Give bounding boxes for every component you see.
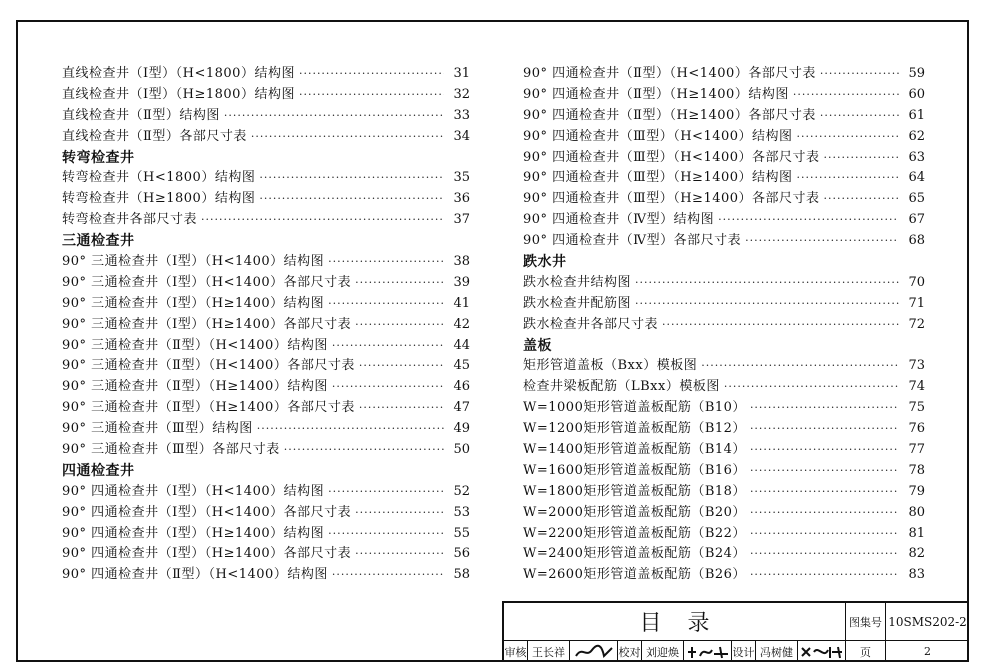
atlas-number-label: 图集号 (846, 603, 886, 641)
dot-leader (355, 315, 444, 336)
toc-entry-title: 90° 四通检查井（Ⅲ型）（H≥1400）结构图 (523, 170, 793, 186)
toc-entry-title: 跌水检查井配筋图 (523, 295, 632, 311)
section-heading (523, 252, 925, 273)
dot-leader (251, 127, 444, 148)
toc-entry-page: 53 (453, 504, 470, 520)
check-label: 校对 (618, 641, 642, 662)
toc-entry-page: 58 (453, 567, 470, 583)
toc-right-column (523, 64, 925, 586)
toc-entry-title: 90° 四通检查井（Ⅰ型）（H<1400）结构图 (62, 483, 325, 499)
toc-entry-page: 76 (908, 421, 925, 437)
toc-entry (62, 544, 470, 565)
toc-entry-title: 90° 三通检查井（Ⅰ型）（H<1400）结构图 (62, 254, 325, 270)
toc-entry-page: 71 (908, 295, 925, 311)
dot-leader (820, 106, 899, 127)
toc-entry (523, 210, 925, 231)
toc-entry-title: W=1200矩形管道盖板配筋（B12） (523, 421, 746, 437)
toc-entry-title: 90° 四通检查井（Ⅱ型）（H≥1400）结构图 (523, 86, 789, 102)
toc-entry-page: 44 (453, 337, 470, 353)
toc-entry-title: 检查井梁板配筋（LBxx）模板图 (523, 379, 720, 395)
toc-entry (523, 231, 925, 252)
toc-entry-page: 41 (453, 295, 470, 311)
toc-entry (62, 356, 470, 377)
toc-entry-page: 72 (908, 316, 925, 332)
toc-entry-title: 转弯检查井各部尺寸表 (62, 212, 198, 228)
toc-entry-title: W=2000矩形管道盖板配筋（B20） (523, 504, 746, 520)
dot-leader (332, 377, 444, 398)
toc-entry-page: 80 (908, 504, 925, 520)
toc-entry-page: 70 (908, 274, 925, 290)
toc-entry-page: 47 (453, 400, 470, 416)
toc-entry-title: 90° 三通检查井（Ⅰ型）（H≥1400）各部尺寸表 (62, 316, 352, 332)
toc-entry-title: 90° 三通检查井（Ⅱ型）（H<1400）结构图 (62, 337, 328, 353)
toc-entry (523, 398, 925, 419)
dot-leader (201, 210, 444, 231)
toc-entry-title: 转弯检查井（H<1800）结构图 (62, 170, 256, 186)
toc-entry-title: 90° 四通检查井（Ⅲ型）（H≥1400）各部尺寸表 (523, 191, 820, 207)
toc-entry-page: 60 (908, 86, 925, 102)
toc-entry-title: W=1800矩形管道盖板配筋（B18） (523, 483, 746, 499)
toc-entry-title: 90° 四通检查井（Ⅰ型）（H<1400）各部尺寸表 (62, 504, 352, 520)
dot-leader (328, 482, 444, 503)
toc-entry-page: 61 (908, 107, 925, 123)
toc-entry-title: 90° 四通检查井（Ⅱ型）（H<1400）各部尺寸表 (523, 66, 816, 81)
toc-entry-page: 56 (453, 546, 470, 562)
toc-entry (523, 440, 925, 461)
toc-entry (523, 565, 925, 586)
toc-entry (62, 273, 470, 294)
toc-entry (523, 294, 925, 315)
toc-entry (62, 524, 470, 545)
toc-entry (62, 168, 470, 189)
toc-entry-page: 75 (908, 400, 925, 416)
toc-entry (523, 189, 925, 210)
toc-entry (62, 85, 470, 106)
toc-entry-page: 36 (453, 191, 470, 207)
toc-entry (62, 503, 470, 524)
dot-leader (793, 85, 899, 106)
toc-entry-title: 90° 四通检查井（Ⅲ型）（H<1400）各部尺寸表 (523, 149, 820, 165)
dot-leader (355, 503, 444, 524)
toc-entry (523, 127, 925, 148)
toc-entry-page: 38 (453, 254, 470, 270)
toc-entry (523, 544, 925, 565)
toc-entry (523, 377, 925, 398)
dot-leader (328, 524, 444, 545)
toc-entry (62, 419, 470, 440)
toc-entry-page: 45 (453, 358, 470, 374)
design-signature (798, 641, 846, 662)
dot-leader (662, 315, 899, 336)
section-heading-text: 跌水井 (523, 254, 567, 271)
toc-entry (62, 64, 470, 85)
dot-leader (359, 398, 444, 419)
dot-leader (299, 64, 444, 85)
toc-entry (62, 106, 470, 127)
toc-entry-title: W=2200矩形管道盖板配筋（B22） (523, 525, 746, 541)
dot-leader (820, 64, 899, 85)
dot-leader (355, 544, 444, 565)
dot-leader (750, 565, 899, 586)
section-heading-text: 三通检查井 (62, 233, 135, 250)
section-heading-text: 四通检查井 (62, 462, 135, 479)
toc-entry-title: 90° 三通检查井（Ⅱ型）（H≥1400）各部尺寸表 (62, 400, 355, 416)
dot-leader (797, 168, 899, 189)
dot-leader (701, 356, 899, 377)
toc-entry (523, 168, 925, 189)
toc-entry-title: 矩形管道盖板（Bxx）模板图 (523, 358, 698, 374)
toc-entry-page: 59 (908, 66, 925, 81)
dot-leader (745, 231, 899, 252)
toc-entry (523, 461, 925, 482)
toc-entry (523, 85, 925, 106)
toc-entry-page: 35 (453, 170, 470, 186)
toc-entry-title: 直线检查井（Ⅱ型）各部尺寸表 (62, 128, 247, 144)
review-label: 审核 (504, 641, 528, 662)
toc-entry-page: 52 (453, 483, 470, 499)
toc-entry-page: 31 (453, 66, 470, 81)
toc-entry (523, 503, 925, 524)
toc-entry-title: 90° 四通检查井（Ⅰ型）（H≥1400）各部尺寸表 (62, 546, 352, 562)
dot-leader (299, 85, 444, 106)
toc-entry-title: 90° 三通检查井（Ⅱ型）（H<1400）各部尺寸表 (62, 358, 355, 374)
toc-entry-page: 63 (908, 149, 925, 165)
dot-leader (824, 189, 899, 210)
dot-leader (750, 419, 899, 440)
toc-entry-title: 跌水检查井各部尺寸表 (523, 316, 659, 332)
toc-entry-page: 50 (453, 442, 470, 458)
dot-leader (284, 440, 444, 461)
toc-entry-title: 直线检查井（Ⅱ型）结构图 (62, 107, 220, 123)
toc-entry (62, 398, 470, 419)
toc-entry-title: W=2400矩形管道盖板配筋（B24） (523, 546, 746, 562)
section-heading (62, 148, 470, 169)
section-heading (62, 461, 470, 482)
toc-entry-page: 73 (908, 358, 925, 374)
toc-entry-page: 79 (908, 483, 925, 499)
toc-entry (523, 273, 925, 294)
check-name: 刘迎焕 (642, 641, 684, 662)
toc-entry-page: 46 (453, 379, 470, 395)
dot-leader (332, 565, 444, 586)
toc-entry-page: 62 (908, 128, 925, 144)
toc-entry-title: W=1400矩形管道盖板配筋（B14） (523, 442, 746, 458)
toc-entry-title: 90° 三通检查井（Ⅱ型）（H≥1400）结构图 (62, 379, 328, 395)
toc-entry-title: 90° 三通检查井（Ⅰ型）（H≥1400）结构图 (62, 295, 325, 311)
page-number: 2 (924, 645, 931, 658)
section-heading (62, 231, 470, 252)
toc-entry-title: W=1000矩形管道盖板配筋（B10） (523, 400, 746, 416)
toc-entry (62, 127, 470, 148)
toc-entry-page: 49 (453, 421, 470, 437)
toc-entry-title: 90° 四通检查井（Ⅱ型）（H≥1400）各部尺寸表 (523, 107, 816, 123)
dot-leader (750, 503, 899, 524)
page-label: 页 (846, 641, 886, 662)
toc-entry-title: 90° 四通检查井（Ⅳ型）结构图 (523, 212, 715, 228)
toc-entry-title: W=1600矩形管道盖板配筋（B16） (523, 462, 746, 478)
dot-leader (750, 398, 899, 419)
dot-leader (750, 440, 899, 461)
toc-entry-page: 81 (908, 525, 925, 541)
toc-entry (523, 64, 925, 85)
dot-leader (328, 294, 444, 315)
section-heading-text: 盖板 (523, 337, 552, 354)
dot-leader (824, 148, 899, 169)
toc-entry-title: 90° 三通检查井（Ⅲ型）各部尺寸表 (62, 442, 280, 458)
toc-entry (523, 148, 925, 169)
toc-entry (62, 377, 470, 398)
dot-leader (355, 273, 444, 294)
dot-leader (750, 482, 899, 503)
toc-entry-page: 74 (908, 379, 925, 395)
dot-leader (328, 252, 444, 273)
toc-entry-page: 83 (908, 567, 925, 583)
toc-entry-title: 直线检查井（Ⅰ型）（H≥1800）结构图 (62, 86, 295, 102)
dot-leader (257, 419, 444, 440)
dot-leader (259, 189, 444, 210)
toc-entry-page: 77 (908, 442, 925, 458)
design-label: 设计 (732, 641, 756, 662)
toc-entry-page: 78 (908, 462, 925, 478)
toc-entry (523, 356, 925, 377)
toc-entry-title: 90° 三通检查井（Ⅰ型）（H<1400）各部尺寸表 (62, 274, 352, 290)
toc-entry-page: 82 (908, 546, 925, 562)
toc-entry-page: 55 (453, 525, 470, 541)
dot-leader (224, 106, 444, 127)
dot-leader (750, 461, 899, 482)
section-heading (523, 336, 925, 357)
toc-entry (523, 315, 925, 336)
toc-entry-title: 直线检查井（Ⅰ型）（H<1800）结构图 (62, 66, 295, 81)
toc-entry (523, 524, 925, 545)
dot-leader (359, 356, 444, 377)
toc-entry-page: 34 (453, 128, 470, 144)
atlas-number-value: 10SMS202-2 (886, 603, 969, 641)
design-name: 冯树健 (756, 641, 798, 662)
toc-entry (62, 440, 470, 461)
check-signature (684, 641, 732, 662)
dot-leader (750, 524, 899, 545)
toc-entry-title: 90° 四通检查井（Ⅳ型）各部尺寸表 (523, 233, 742, 249)
toc-entry-page: 33 (453, 107, 470, 123)
toc-entry (523, 482, 925, 503)
section-heading-text: 转弯检查井 (62, 149, 135, 166)
toc-entry-page: 39 (453, 274, 470, 290)
toc-entry-page: 67 (908, 212, 925, 228)
toc-entry (62, 482, 470, 503)
toc-entry-title: W=2600矩形管道盖板配筋（B26） (523, 567, 746, 583)
toc-entry (62, 210, 470, 231)
sheet-title: 目录 (504, 603, 846, 641)
dot-leader (724, 377, 899, 398)
toc-entry (62, 252, 470, 273)
toc-entry (62, 294, 470, 315)
toc-entry-title: 跌水检查井结构图 (523, 274, 632, 290)
toc-entry (523, 419, 925, 440)
toc-entry-title: 90° 四通检查井（Ⅰ型）（H≥1400）结构图 (62, 525, 325, 541)
toc-entry (523, 106, 925, 127)
toc-entry (62, 565, 470, 586)
dot-leader (259, 168, 444, 189)
toc-entry-title: 90° 三通检查井（Ⅲ型）结构图 (62, 421, 253, 437)
dot-leader (718, 210, 899, 231)
toc-entry-title: 90° 四通检查井（Ⅱ型）（H<1400）结构图 (62, 567, 328, 583)
toc-entry-page: 65 (908, 191, 925, 207)
review-name: 王长祥 (528, 641, 570, 662)
toc-entry-page: 37 (453, 212, 470, 228)
toc-entry-page: 68 (908, 233, 925, 249)
dot-leader (332, 336, 444, 357)
review-signature (570, 641, 618, 662)
dot-leader (750, 544, 899, 565)
dot-leader (797, 127, 899, 148)
toc-entry-page: 32 (453, 86, 470, 102)
toc-entry-title: 90° 四通检查井（Ⅲ型）（H<1400）结构图 (523, 128, 793, 144)
dot-leader (635, 273, 899, 294)
toc-entry-page: 42 (453, 316, 470, 332)
toc-entry-title: 转弯检查井（H≥1800）结构图 (62, 191, 256, 207)
toc-left-column (62, 64, 470, 586)
title-block (502, 601, 969, 662)
toc-entry-page: 64 (908, 170, 925, 186)
dot-leader (635, 294, 899, 315)
toc-entry (62, 189, 470, 210)
toc-entry (62, 336, 470, 357)
toc-entry (62, 315, 470, 336)
